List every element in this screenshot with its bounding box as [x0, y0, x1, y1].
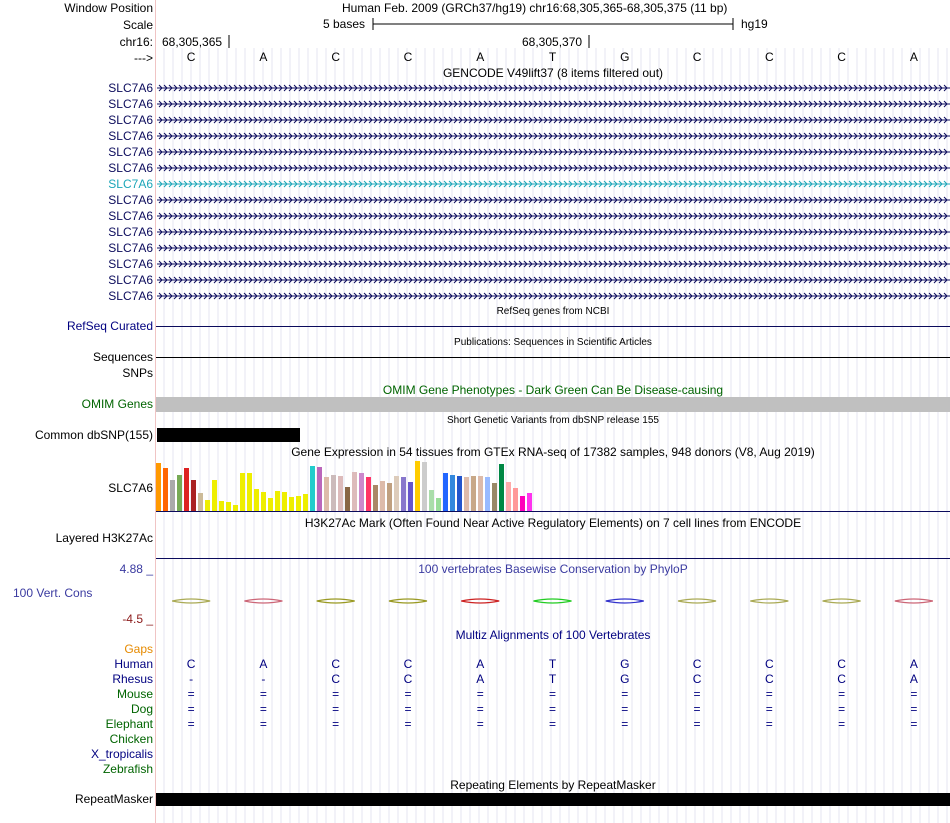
base-letter: C: [764, 50, 774, 64]
gtex-tissue-bar: [303, 494, 308, 511]
species-label: Dog: [130, 702, 153, 716]
repeatmasker-bar: [156, 793, 950, 806]
gtex-gene-label[interactable]: SLC7A6: [108, 481, 153, 495]
aligned-base: A: [476, 672, 485, 686]
species-label: Elephant: [105, 717, 153, 731]
aligned-base: =: [332, 687, 340, 701]
refseq-track-title[interactable]: RefSeq genes from NCBI: [496, 306, 610, 317]
gtex-tissue-bar: [163, 468, 168, 511]
phylop-label[interactable]: 100 Vert. Cons: [13, 586, 93, 600]
aligned-base: =: [476, 702, 484, 716]
phylop-score-mark: [461, 599, 499, 603]
aligned-base: =: [838, 717, 846, 731]
gtex-tissue-bar: [338, 476, 343, 511]
gtex-tissue-bar: [226, 502, 231, 511]
aligned-base: =: [621, 717, 629, 731]
aligned-base: =: [910, 687, 918, 701]
h3k27ac-track-title[interactable]: H3K27Ac Mark (Often Found Near Active Regulatory Elements) on 7 cell lines from ENCODE: [304, 516, 802, 530]
aligned-base: =: [404, 687, 412, 701]
repeatmasker-label[interactable]: RepeatMasker: [74, 792, 153, 806]
base-letter: A: [909, 50, 918, 64]
aligned-base: C: [837, 672, 846, 686]
position-text: Human Feb. 2009 (GRCh37/hg19) chr16:68,305,365-68,305,375 (11 bp): [342, 1, 728, 15]
base-letter: A: [476, 50, 485, 64]
gencode-gene-label: SLC7A6: [108, 257, 153, 271]
gencode-gene-label: SLC7A6: [108, 97, 153, 111]
gtex-tissue-bar: [401, 477, 406, 511]
aligned-base: A: [909, 657, 918, 671]
gtex-tissue-bar: [429, 490, 434, 511]
aligned-base: C: [837, 657, 846, 671]
base-letter: G: [620, 50, 630, 64]
gtex-tissue-bar: [254, 489, 259, 511]
aligned-base: =: [259, 687, 267, 701]
aligned-base: A: [259, 657, 268, 671]
base-letter: C: [186, 50, 196, 64]
gencode-gene-label: SLC7A6: [108, 81, 153, 95]
phylop-score-mark: [895, 599, 933, 603]
aligned-base: =: [187, 717, 195, 731]
gtex-tissue-bar: [471, 476, 476, 511]
aligned-base: =: [476, 687, 484, 701]
gtex-tissue-bar: [310, 466, 315, 511]
base-letter: C: [403, 50, 413, 64]
gencode-gene-label: SLC7A6: [108, 177, 153, 191]
aligned-base: =: [404, 717, 412, 731]
aligned-base: A: [476, 657, 485, 671]
multiz-track-title[interactable]: Multiz Alignments of 100 Vertebrates: [455, 628, 651, 642]
aligned-base: =: [910, 717, 918, 731]
aligned-base: =: [332, 702, 340, 716]
phylop-score-mark: [750, 599, 788, 603]
aligned-base: =: [621, 687, 629, 701]
gtex-tissue-bar: [177, 475, 182, 511]
gtex-tissue-bar: [184, 468, 189, 511]
aligned-base: =: [259, 702, 267, 716]
phylop-score-mark: [606, 599, 644, 603]
omim-track-title[interactable]: OMIM Gene Phenotypes - Dark Green Can Be Disease-causing: [382, 383, 724, 397]
aligned-base: =: [765, 702, 773, 716]
gencode-gene-label: SLC7A6: [108, 241, 153, 255]
gtex-tissue-bar: [450, 475, 455, 511]
gencode-track-title[interactable]: GENCODE V49lift37 (8 items filtered out): [442, 66, 664, 80]
aligned-base: =: [765, 717, 773, 731]
gtex-tissue-bar: [506, 482, 511, 511]
coord-left: 68,305,365: [162, 35, 223, 49]
gtex-tissue-bar: [478, 476, 483, 511]
species-label: Mouse: [116, 687, 153, 701]
gtex-tissue-bar: [492, 483, 497, 511]
phylop-score-mark: [678, 599, 716, 603]
aligned-base: =: [693, 717, 701, 731]
aligned-base: =: [476, 717, 484, 731]
gtex-tissue-bar: [464, 477, 469, 511]
gtex-tissue-bar: [331, 475, 336, 511]
gtex-tissue-bar: [233, 505, 238, 511]
gtex-tissue-bar: [324, 477, 329, 511]
gtex-tissue-bar: [345, 487, 350, 511]
omim-bar: [156, 397, 950, 412]
aligned-base: =: [259, 717, 267, 731]
gtex-tissue-bar: [513, 488, 518, 511]
aligned-base: =: [838, 687, 846, 701]
gencode-gene-label: SLC7A6: [108, 209, 153, 223]
aligned-base: =: [187, 687, 195, 701]
aligned-base: A: [909, 672, 918, 686]
scale-text: 5 bases: [323, 17, 366, 31]
aligned-base: C: [331, 672, 340, 686]
aligned-base: =: [548, 702, 556, 716]
aligned-base: =: [548, 717, 556, 731]
gtex-tissue-bar: [261, 492, 266, 511]
gencode-gene-label: SLC7A6: [108, 225, 153, 239]
base-letter: C: [837, 50, 846, 64]
gtex-tissue-bar: [240, 473, 245, 511]
strand-label: --->: [134, 51, 153, 65]
aligned-base: =: [838, 702, 846, 716]
base-letter: C: [692, 50, 702, 64]
gtex-tissue-bar: [317, 467, 322, 511]
aligned-base: G: [620, 672, 630, 686]
gencode-gene-label: SLC7A6: [108, 129, 153, 143]
aligned-base: =: [693, 687, 701, 701]
species-label: Human: [114, 657, 153, 671]
gtex-tissue-bar: [205, 500, 210, 511]
phylop-score-mark: [823, 599, 861, 603]
gtex-tissue-bar: [373, 485, 378, 511]
aligned-base: C: [403, 657, 413, 671]
aligned-base: G: [620, 657, 630, 671]
aligned-base: =: [910, 702, 918, 716]
base-letter: T: [548, 50, 557, 64]
aligned-base: -: [261, 672, 266, 686]
scale-label: Scale: [122, 18, 153, 32]
assembly-label: hg19: [741, 17, 768, 31]
phylop-max-label: 4.88 _: [119, 562, 153, 576]
gtex-tissue-bar: [366, 477, 371, 511]
aligned-base: C: [331, 657, 340, 671]
common-dbsnp-label[interactable]: Common dbSNP(155): [34, 428, 153, 442]
gtex-tissue-bar: [219, 501, 224, 511]
aligned-base: =: [332, 717, 340, 731]
gencode-gene-label: SLC7A6: [108, 273, 153, 287]
gaps-label[interactable]: Gaps: [124, 642, 153, 656]
gtex-tissue-bar: [415, 461, 420, 511]
gtex-tissue-bar: [275, 491, 280, 511]
gtex-tissue-bar: [359, 473, 364, 511]
gtex-tissue-bar: [520, 496, 525, 511]
species-label: Chicken: [109, 732, 153, 746]
aligned-base: T: [548, 657, 557, 671]
gtex-tissue-bar: [352, 472, 357, 511]
gtex-tissue-bar: [408, 482, 413, 511]
gencode-gene-label: SLC7A6: [108, 289, 153, 303]
gtex-tissue-bar: [387, 483, 392, 511]
phylop-track-title[interactable]: 100 vertebrates Basewise Conservation by PhyloP: [418, 562, 688, 576]
aligned-base: C: [764, 657, 774, 671]
gencode-gene-label: SLC7A6: [108, 145, 153, 159]
gtex-tissue-bar: [499, 464, 504, 511]
phylop-score-mark: [534, 599, 572, 603]
sequences-label[interactable]: Sequences: [92, 350, 153, 364]
phylop-score-mark: [389, 599, 427, 603]
gtex-tissue-bar: [170, 480, 175, 511]
gtex-tissue-bar: [422, 462, 427, 511]
gtex-tissue-bar: [282, 492, 287, 511]
gtex-tissue-bar: [527, 493, 532, 511]
species-label: Zebrafish: [102, 762, 153, 776]
aligned-base: C: [692, 672, 702, 686]
gtex-track-title[interactable]: Gene Expression in 54 tissues from GTEx RNA-seq of 17382 samples, 948 donors (V8, Aug 2019): [291, 445, 815, 459]
omim-genes-label[interactable]: OMIM Genes: [81, 397, 153, 411]
gtex-tissue-bar: [268, 498, 273, 511]
gtex-tissue-bar: [191, 480, 196, 511]
gtex-tissue-bar: [485, 477, 490, 511]
repeatmasker-track-title[interactable]: Repeating Elements by RepeatMasker: [450, 778, 656, 792]
aligned-base: =: [765, 687, 773, 701]
gtex-tissue-bar: [296, 496, 301, 511]
aligned-base: C: [403, 672, 413, 686]
publications-track-title[interactable]: Publications: Sequences in Scientific Articles: [454, 337, 652, 348]
base-letter: C: [331, 50, 340, 64]
gencode-gene-label: SLC7A6: [108, 113, 153, 127]
phylop-score-mark: [317, 599, 355, 603]
aligned-base: =: [404, 702, 412, 716]
gtex-tissue-bar: [457, 476, 462, 511]
gtex-tissue-bar: [212, 480, 217, 511]
dbsnp-variant-bar: [157, 428, 300, 442]
gtex-tissue-bar: [380, 481, 385, 511]
aligned-base: =: [548, 687, 556, 701]
aligned-base: =: [187, 702, 195, 716]
phylop-min-label: -4.5 _: [122, 612, 153, 626]
aligned-base: C: [186, 657, 196, 671]
refseq-curated-label[interactable]: RefSeq Curated: [66, 319, 153, 333]
gtex-tissue-bar: [443, 473, 448, 511]
aligned-base: C: [692, 657, 702, 671]
chrom-label: chr16:: [119, 35, 153, 49]
gtex-tissue-bar: [436, 498, 441, 511]
gencode-gene-label: SLC7A6: [108, 161, 153, 175]
gtex-tissue-bar: [289, 497, 294, 511]
aligned-base: =: [621, 702, 629, 716]
dbsnp-track-title[interactable]: Short Genetic Variants from dbSNP release 155: [447, 415, 659, 426]
gencode-gene-label: SLC7A6: [108, 193, 153, 207]
aligned-base: =: [693, 702, 701, 716]
gtex-tissue-bar: [156, 463, 161, 511]
gtex-tissue-bar: [247, 473, 252, 511]
window-position-label: Window Position: [64, 1, 153, 15]
aligned-base: C: [764, 672, 774, 686]
gtex-tissue-bar: [394, 476, 399, 511]
species-label: Rhesus: [112, 672, 153, 686]
species-label: X_tropicalis: [90, 747, 153, 761]
aligned-base: T: [548, 672, 557, 686]
gtex-tissue-bar: [198, 493, 203, 511]
layered-h3k27ac-label[interactable]: Layered H3K27Ac: [55, 531, 153, 545]
phylop-score-mark: [172, 599, 210, 603]
coord-mid: 68,305,370: [522, 35, 583, 49]
base-letter: A: [259, 50, 268, 64]
snps-label[interactable]: SNPs: [122, 366, 153, 380]
phylop-score-mark: [244, 599, 282, 603]
aligned-base: -: [189, 672, 194, 686]
